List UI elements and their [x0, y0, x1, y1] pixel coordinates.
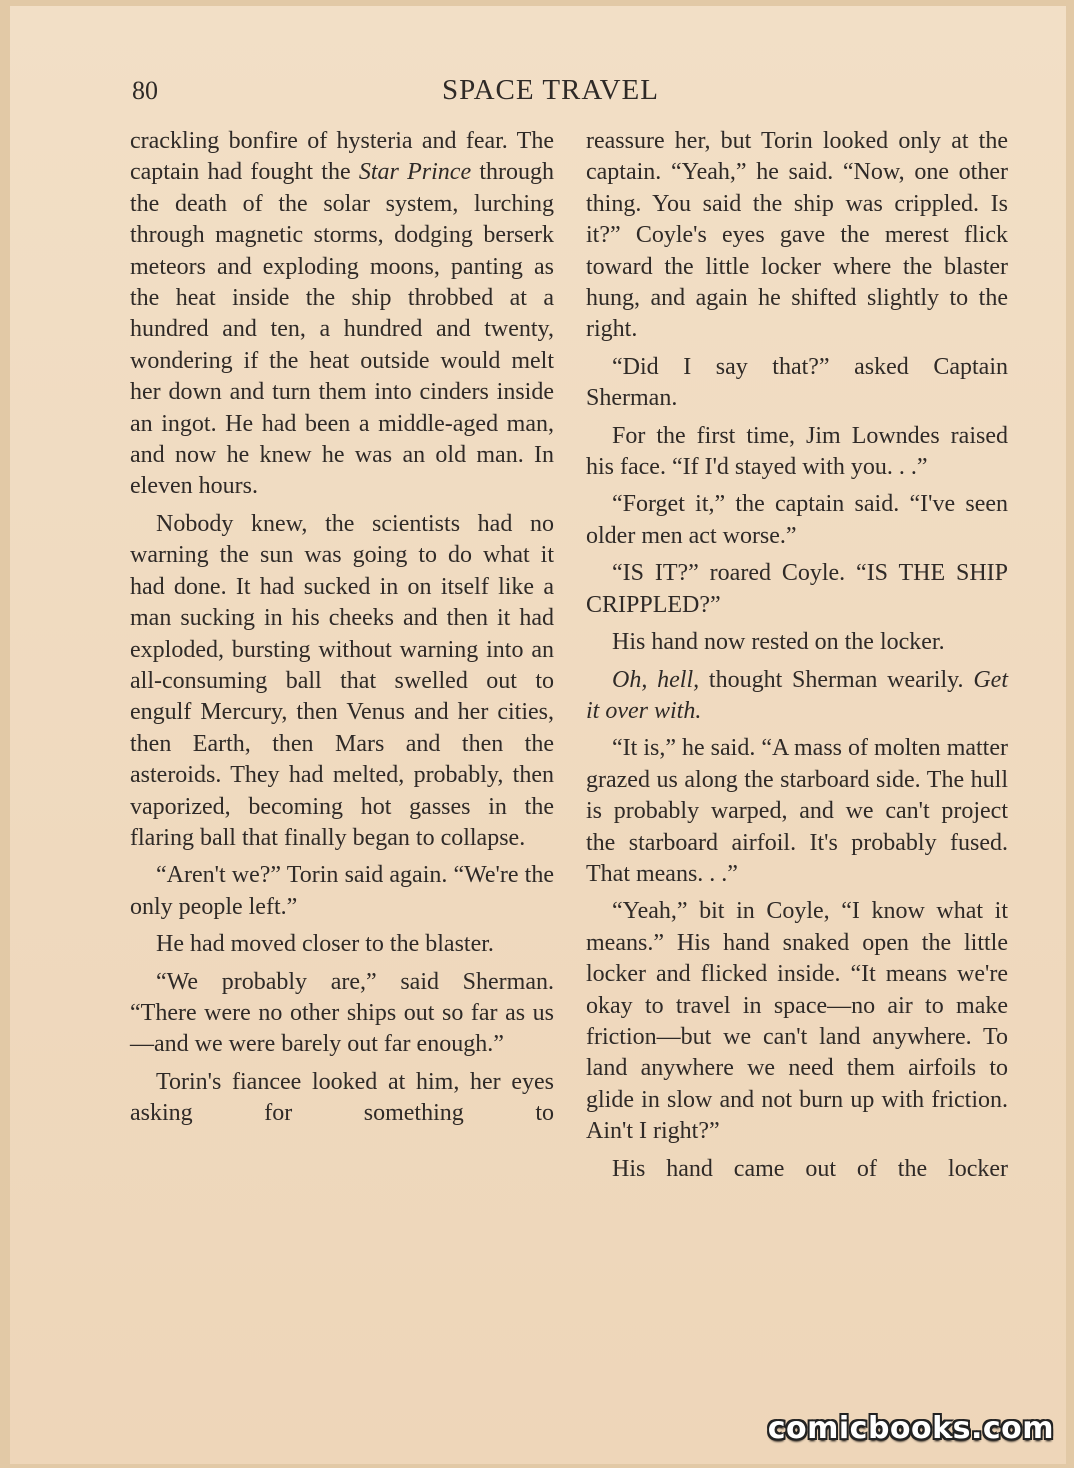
right-column — [586, 126, 1008, 1191]
paragraph: He had moved closer to the blaster. — [156, 931, 494, 958]
paragraph: His hand came out of the locker — [612, 1155, 1008, 1182]
watermark: comicbooks.com — [767, 1411, 1054, 1446]
paragraph — [130, 126, 554, 503]
paragraph: “We probably are,” said Sherman. “There were no other ships out so far as us—and we were barely out far enough.” — [130, 968, 554, 1058]
paragraph: “Forget it,” the captain said. “I've seen older men act worse.” — [586, 491, 1008, 549]
paragraph: reassure her, but Torin looked only at the captain. “Yeah,” he said. “Now, one other thing. You said the ship was crippled. Is it?” Coyle's eyes gave the merest flick toward the little locker where the blaster hung, and again he shifted slightly to the right. — [586, 128, 1008, 343]
paragraph: “IS IT?” roared Coyle. “IS THE SHIP CRIPPLED?” — [586, 560, 1008, 618]
paragraph — [586, 665, 1008, 728]
paragraph: Nobody knew, the scientists had no warning the sun was going to do what it had done. It had sucked in on itself like a man sucking in his cheeks and then it had exploded, bursting without warning into an all-consuming ball that swelled out to engulf Mercury, then Venus and her cities, then Earth, then Mars and then the asteroids. They had melted, probably, then vaporized, becoming hot gasses in the flaring ball that finally began to collapse. — [130, 510, 554, 851]
ship-name: Star Prince — [358, 159, 472, 186]
book-page — [10, 6, 1066, 1464]
paragraph: “It is,” he said. “A mass of molten matter grazed us along the starboard side. The hull is probably warped, and we can't project the starboard airfoil. It's probably fused. That means. . .” — [586, 735, 1008, 887]
paragraph: His hand now rested on the locker. — [612, 629, 945, 656]
paragraph: “Aren't we?” Torin said again. “We're the only people left.” — [130, 862, 554, 920]
running-title: SPACE TRAVEL — [442, 74, 659, 106]
paragraph: Torin's fiancee looked at him, her eyes asking for something to — [130, 1068, 554, 1127]
italic-thought: Oh, hell, — [612, 666, 700, 693]
paragraph: “Yeah,” bit in Coyle, “I know what it means.” His hand snaked open the little locker and flicked inside. “It means we're okay to travel in space—no air to make friction—but we can't land anywhere. To land anywhere we need them airfoils to glide in slow and not burn up with friction. Ain't I right?” — [586, 898, 1008, 1145]
paragraph: For the first time, Jim Lowndes raised his face. “If I'd stayed with you. . .” — [586, 422, 1008, 481]
paragraph: “Did I say that?” asked Captain Sherman. — [586, 353, 1008, 412]
page-number: 80 — [132, 76, 158, 105]
text-run: through the death of the solar system, lurching through magnetic storms, dodging berserk meteors and exploding moons, panting as the heat inside the ship throbbed at a hundred and ten, a hundred and twenty, wondering if the heat outside would melt her down and turn them into cinders inside an ingot. He had been a middle-aged man, and now he knew he was an old man. In eleven hours. — [130, 159, 554, 500]
text-run: crackling bonfire of hysteria and fear. The captain had fought the — [130, 128, 554, 186]
left-column — [130, 126, 554, 1136]
italic-thought: Get it over with. — [586, 666, 1008, 724]
text-run: thought Sherman wearily. — [699, 666, 974, 693]
